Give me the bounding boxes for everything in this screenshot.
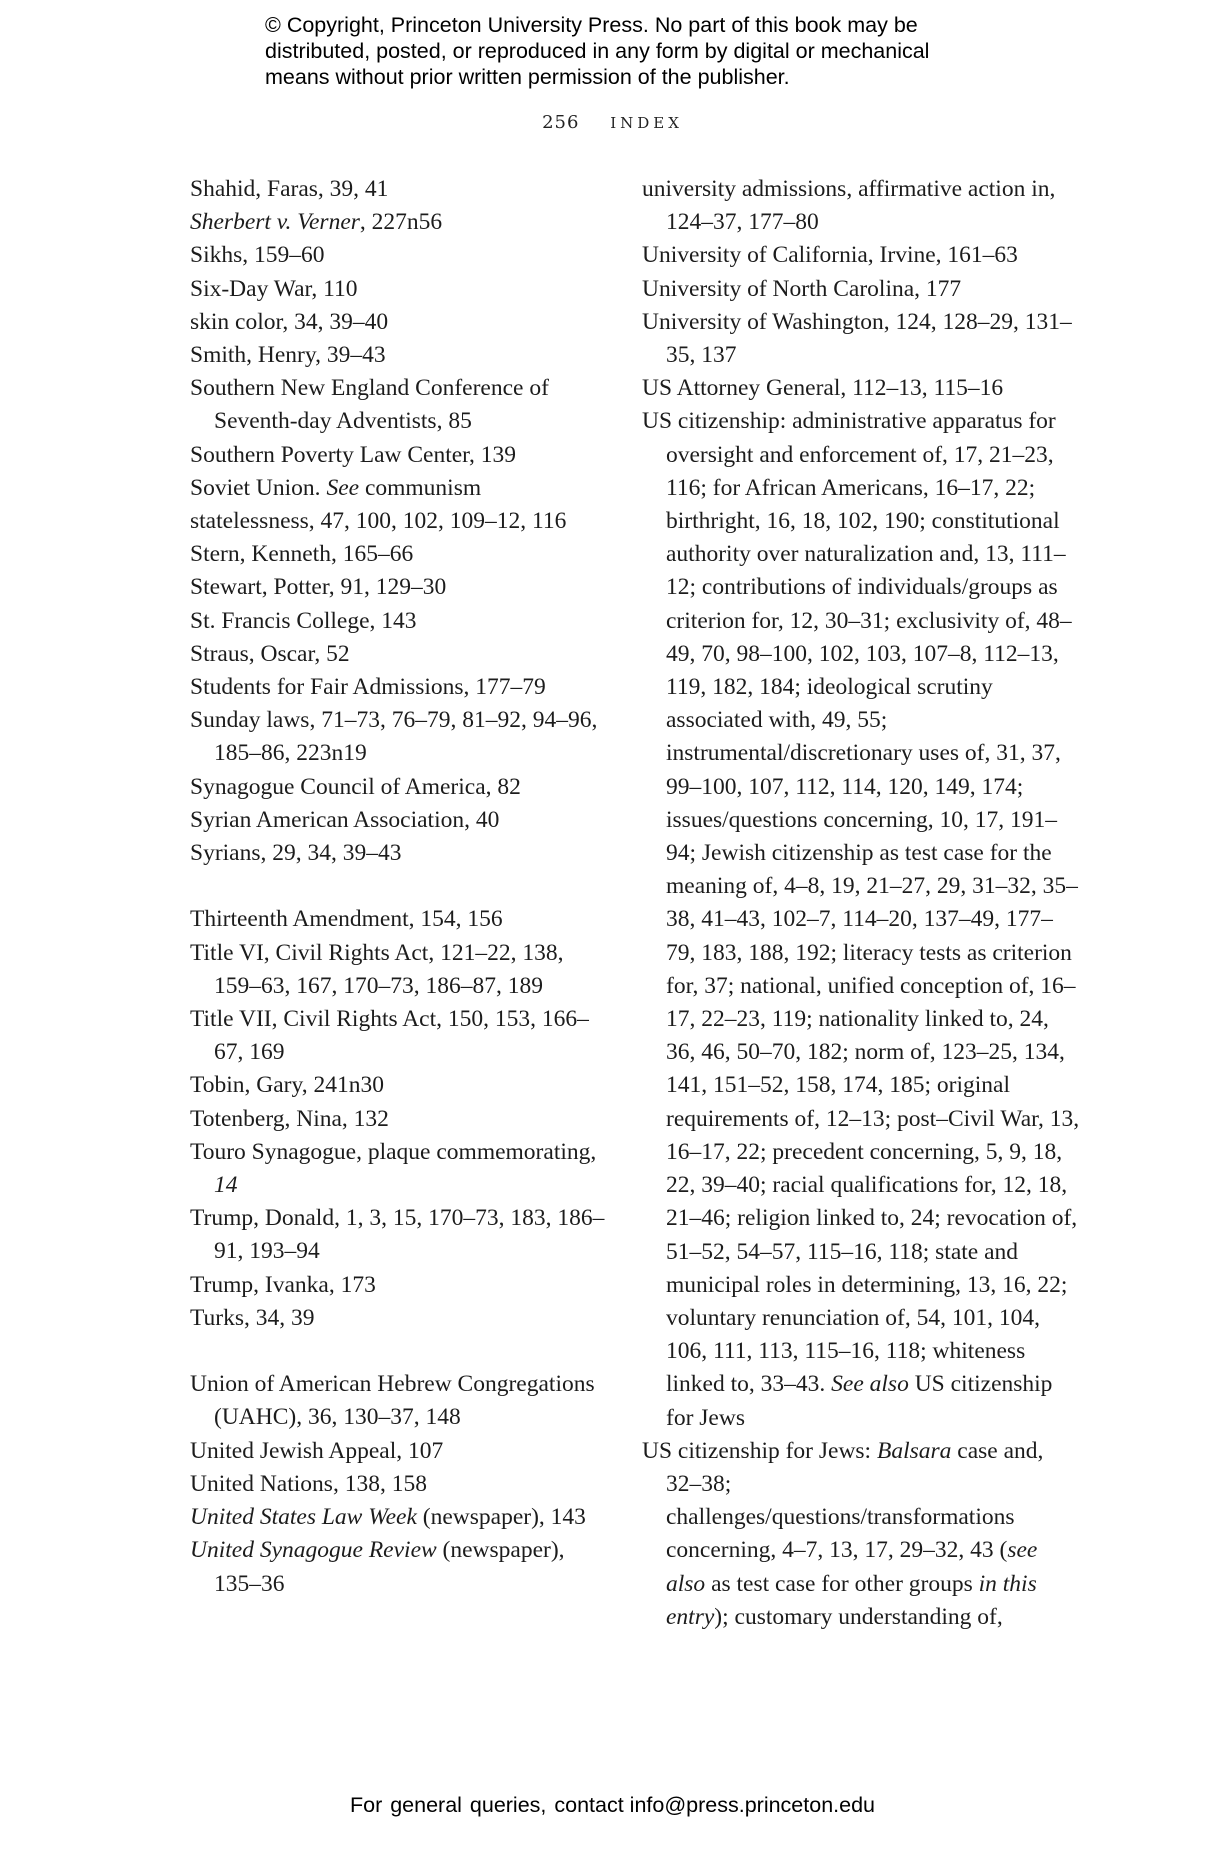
index-entry [190, 1468, 610, 1501]
index-entry [190, 571, 610, 604]
entry-italic-text: United Synagogue Review [190, 1537, 437, 1564]
index-entry [190, 1103, 610, 1136]
entry-text: Tobin, Gary, 241n30 [190, 1072, 384, 1099]
index-column-left [190, 173, 610, 1601]
index-entry [190, 1069, 610, 1102]
index-entry [190, 1368, 610, 1434]
entry-text: Trump, Ivanka, 173 [190, 1271, 376, 1298]
running-head [0, 112, 1225, 133]
index-entry [190, 1435, 610, 1468]
entry-text: skin color, 34, 39–40 [190, 308, 389, 335]
index-entry [190, 339, 610, 372]
index-entry [190, 206, 610, 239]
entry-text: Syrian American Association, 40 [190, 806, 500, 833]
index-entry [190, 1136, 610, 1202]
index-entry [190, 605, 610, 638]
entry-text: US citizenship: administrative apparatus for oversight and enforcement of, 17, 21–23, 116; for African Americans, 16–17, 22; birthright, 16, 18, 102, 190; constitutional authority over naturalization and, 13, 111–12; contributions of individuals/groups as criterion for, 12, 30–31; exclusivity of, 48–49, 70, 98–100, 102, 103, 107–8, 112–13, 119, 182, 184; ideological scrutiny associated with, 49, 55; instrumental/discretionary uses of, 31, 37, 99–100, 107, 112, 114, 120, 149, 174; issues/questions concerning, 10, 17, 191–94; Jewish citizenship as test case for the meaning of, 4–8, 19, 21–27, 29, 31–32, 35–38, 41–43, 102–7, 114–20, 137–49, 177–79, 183, 188, 192; literacy tests as criterion for, 37; national, unified conception of, 16–17, 22–23, 119; nationality linked to, 24, 36, 46, 50–70, 182; norm of, 123–25, 134, 141, 151–52, 158, 174, 185; original requirements of, 12–13; post–Civil War, 13, 16–17, 22; precedent concerning, 5, 9, 18, 22, 39–40; racial qualifications for, 12, 18, 21–46; religion linked to, 24; revocation of, 51–52, 54–57, 115–16, 118; state and municipal roles in determining, 13, 16, 22; voluntary renunciation of, 54, 101, 104, 106, 111, 113, 115–16, 118; whiteness linked to, 33–43. [642, 408, 1080, 1398]
index-entry [190, 173, 610, 206]
entry-text: Synagogue Council of America, 82 [190, 773, 521, 800]
index-entry [190, 837, 610, 870]
index-entry [642, 405, 1082, 1434]
index-entry [642, 1435, 1082, 1634]
index-entry [190, 306, 610, 339]
entry-text: Straus, Oscar, 52 [190, 640, 350, 667]
entry-text: (newspaper), 135–36 [214, 1537, 565, 1597]
entry-text: Syrians, 29, 34, 39–43 [190, 840, 402, 867]
copyright-notice [265, 12, 1025, 90]
entry-text: Title VI, Civil Rights Act, 121–22, 138, 159–63, 167, 170–73, 186–87, 189 [190, 939, 564, 999]
index-entry [190, 771, 610, 804]
index-entry [190, 671, 610, 704]
entry-italic-text: see also [666, 1537, 1038, 1597]
footer [0, 1793, 1225, 1818]
entry-text: ); customary understanding of, [714, 1603, 1003, 1630]
copyright-line: means without prior written permission of the publisher. [265, 65, 790, 89]
entry-text: St. Francis College, 143 [190, 607, 417, 634]
entry-text: Shahid, Faras, 39, 41 [190, 176, 389, 202]
entry-text: Soviet Union. [190, 474, 327, 501]
page-number: 256 [542, 112, 580, 133]
index-entry [642, 306, 1082, 372]
index-entry [190, 704, 610, 770]
entry-text: Trump, Donald, 1, 3, 15, 170–73, 183, 186–91, 193–94 [190, 1205, 605, 1265]
entry-text: (newspaper), 143 [416, 1504, 586, 1531]
entry-text: US citizenship for Jews [666, 1371, 1053, 1431]
entry-text: Stern, Kenneth, 165–66 [190, 541, 414, 568]
index-entry [190, 472, 610, 505]
entry-text: Smith, Henry, 39–43 [190, 342, 386, 369]
entry-text: Stewart, Potter, 91, 129–30 [190, 574, 447, 601]
index-entry [190, 538, 610, 571]
entry-text: US Attorney General, 112–13, 115–16 [642, 375, 1004, 402]
index-entry [190, 638, 610, 671]
footer-label: For general queries, contact [349, 1793, 624, 1817]
letter-group-gap [190, 870, 610, 903]
index-entry [642, 273, 1082, 306]
entry-text: Sikhs, 159–60 [190, 242, 325, 269]
index-entry [190, 1501, 610, 1534]
entry-text: United Jewish Appeal, 107 [190, 1437, 444, 1464]
entry-text: Union of American Hebrew Congregations (UAHC), 36, 130–37, 148 [190, 1371, 595, 1431]
entry-text: Turks, 34, 39 [190, 1304, 315, 1331]
entry-text: case and, 32–38; challenges/questions/transformations concerning, 4–7, 13, 17, 29–32, 43 ( [666, 1437, 1044, 1564]
entry-italic-text: United States Law Week [190, 1504, 417, 1531]
entry-text: University of Washington, 124, 128–29, 131–35, 137 [642, 308, 1072, 369]
index-entry [190, 1003, 610, 1069]
contact-email[interactable]: info@press.princeton.edu [629, 1793, 876, 1817]
index-entry [190, 439, 610, 472]
entry-text: US citizenship for Jews: [642, 1437, 877, 1464]
entry-text: Touro Synagogue, plaque commemorating, [190, 1138, 597, 1165]
entry-text: Title VII, Civil Rights Act, 150, 153, 166–67, 169 [190, 1006, 589, 1066]
entry-text: University of North Carolina, 177 [642, 275, 962, 302]
entry-text: Sunday laws, 71–73, 76–79, 81–92, 94–96, 185–86, 223n19 [190, 707, 598, 767]
index-column-right [642, 173, 1082, 1634]
entry-text: Thirteenth Amendment, 154, 156 [190, 906, 503, 933]
section-title: INDEX [610, 114, 683, 132]
index-entry [190, 239, 610, 272]
index-entry [190, 804, 610, 837]
index-entry [190, 372, 610, 438]
entry-text: Students for Fair Admissions, 177–79 [190, 674, 546, 701]
index-entry [642, 173, 1082, 239]
entry-italic-text: in this entry [666, 1570, 1037, 1630]
entry-text: Totenberg, Nina, 132 [190, 1105, 389, 1132]
index-entry [190, 1534, 610, 1600]
entry-text: United Nations, 138, 158 [190, 1470, 427, 1497]
entry-italic-text: 14 [214, 1172, 238, 1199]
copyright-line: distributed, posted, or reproduced in any form by digital or mechanical [265, 39, 930, 63]
index-entry [190, 903, 610, 936]
index-entry [190, 1202, 610, 1268]
entry-text: university admissions, affirmative action in, 124–37, 177–80 [642, 176, 1056, 236]
index-entry [190, 505, 610, 538]
entry-text: Southern New England Conference of Seventh-day Adventists, 85 [190, 375, 549, 435]
entry-text: University of California, Irvine, 161–63 [642, 242, 1018, 269]
letter-group-gap [190, 1335, 610, 1368]
index-entry [642, 239, 1082, 272]
entry-italic-text: Balsara [876, 1437, 952, 1464]
entry-italic-text: See also [831, 1371, 909, 1398]
entry-text: communism [359, 474, 482, 501]
copyright-line: © Copyright, Princeton University Press. No part of this book may be [265, 13, 918, 37]
index-entry [642, 372, 1082, 405]
index-entry [190, 1302, 610, 1335]
entry-text: statelessness, 47, 100, 102, 109–12, 116 [190, 508, 567, 535]
index-entry [190, 1269, 610, 1302]
entry-text: Six-Day War, 110 [190, 275, 358, 302]
entry-text: , 227n56 [359, 209, 443, 236]
index-entry [190, 937, 610, 1003]
entry-italic-text: See [326, 474, 360, 501]
entry-text: as test case for other groups [705, 1570, 979, 1597]
entry-italic-text: Sherbert v. Verner [190, 209, 360, 236]
index-entry [190, 273, 610, 306]
entry-text: Southern Poverty Law Center, 139 [190, 441, 517, 468]
